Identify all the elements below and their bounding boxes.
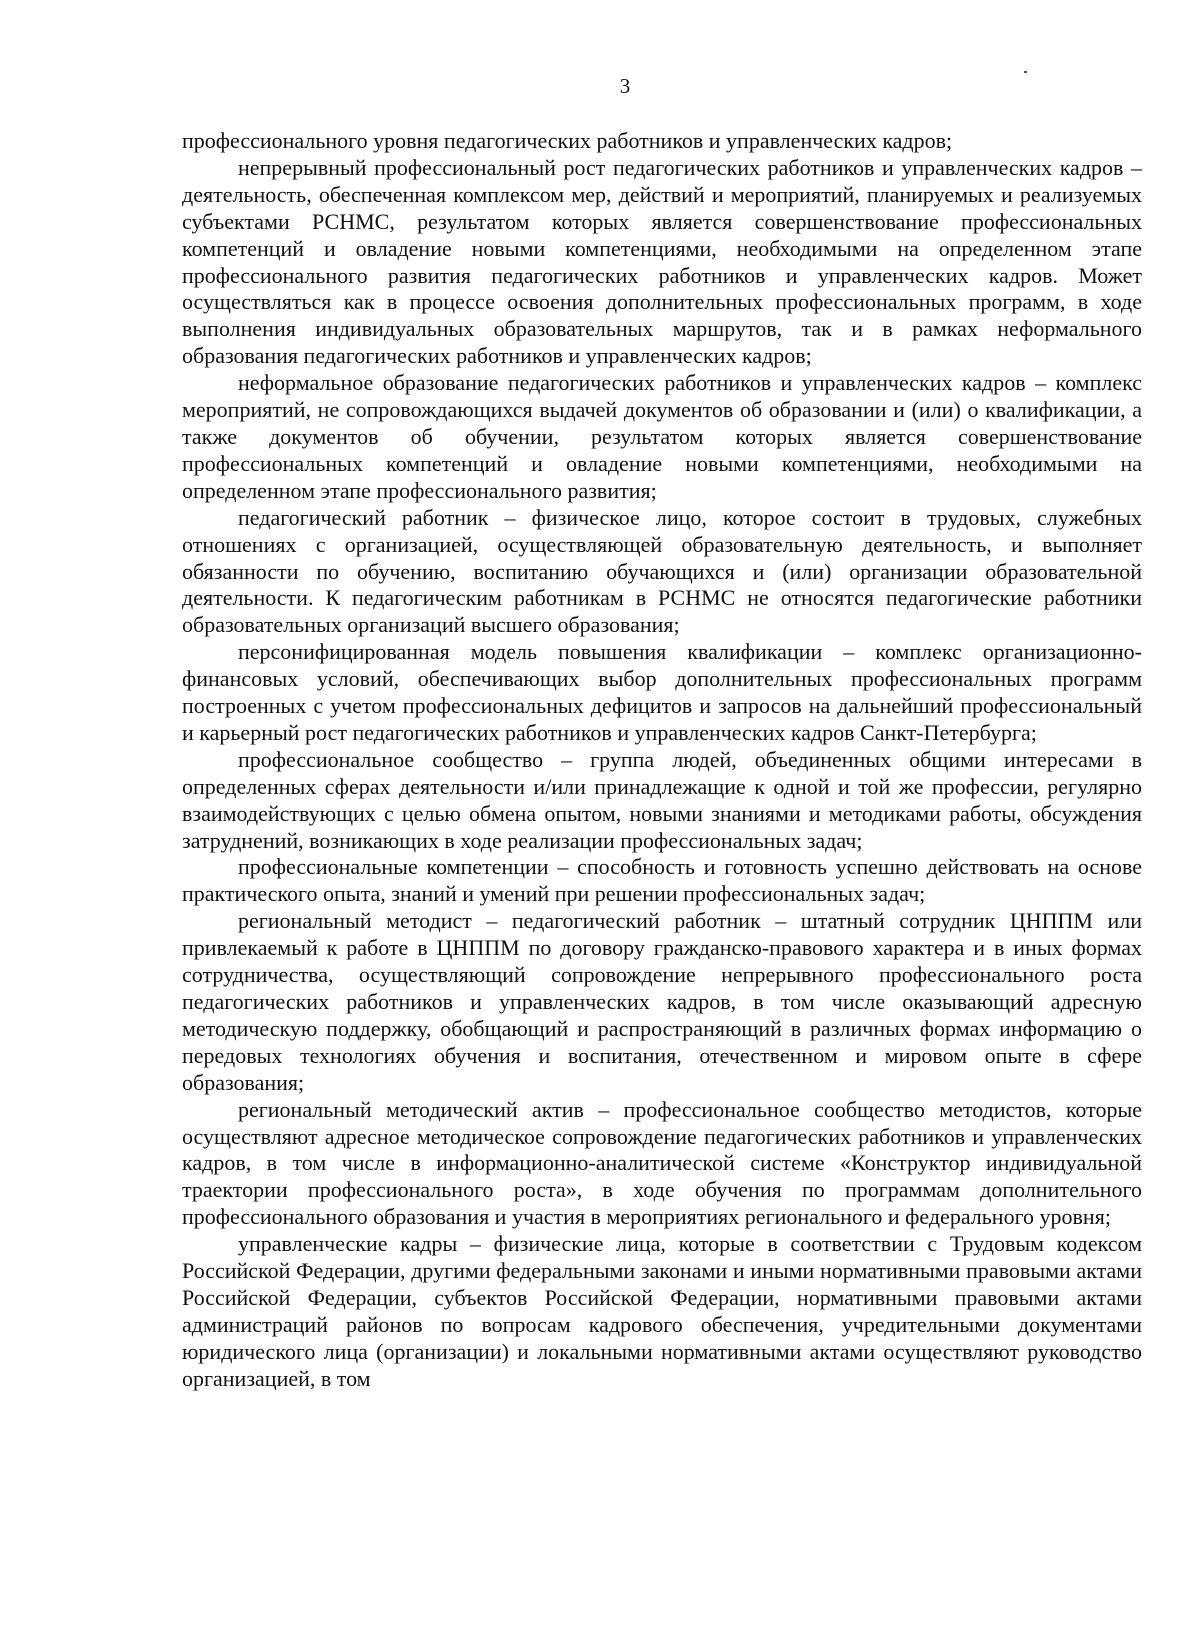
paragraph-professional-community: профессиональное сообщество – группа людей, объединенных общими интересами в определенных сферах деятельности и/или принадлежащие к одной и той же профессии, регулярно взаимодействующих с целью обмена опытом, новыми знаниями и методиками работы, обсуждения затруднений, возникающих в ходе реализации профессиональных задач; (182, 746, 1142, 853)
paragraph-professional-competencies: профессиональные компетенции – способность и готовность успешно действовать на основе практического опыта, знаний и умений при решении профессиональных задач; (182, 854, 1142, 907)
document-body (182, 128, 1142, 1393)
paragraph-continuation: профессионального уровня педагогических работников и управленческих кадров; (182, 128, 953, 153)
paragraph-management-personnel: управленческие кадры – физические лица, которые в соответствии с Трудовым кодексом Российской Федерации, другими федеральными законами и иными нормативными правовыми актами Российской Федерации, субъектов Российской Федерации, нормативными правовыми актами администраций районов по вопросам кадрового обеспечения, учредительными документами юридического лица (организации) и локальными нормативными актами осуществляют руководство организацией, в том (182, 1231, 1142, 1391)
paragraph-personalized-model: персонифицированная модель повышения квалификации – комплекс организационно-финансовых условий, обеспечивающих выбор дополнительных профессиональных программ построенных с учетом профессиональных дефицитов и запросов на дальнейший профессиональный и карьерный рост педагогических работников и управленческих кадров Санкт-Петербурга; (182, 639, 1142, 745)
paragraph-regional-methodologist: региональный методист – педагогический работник – штатный сотрудник ЦНППМ или привлекаемый к работе в ЦНППМ по договору гражданско-правового характера и в иных формах сотрудничества, осуществляющий сопровождение непрерывного профессионального роста педагогических работников и управленческих кадров, в том числе оказывающий адресную методическую поддержку, обобщающий и распространяющий в различных формах информацию о передовых технологиях обучения и воспитания, отечественном и мировом опыте в сфере образования; (182, 908, 1142, 1095)
paragraph-regional-methodological-asset: региональный методический актив – профессиональное сообщество методистов, которые осуществляют адресное методическое сопровождение педагогических работников и управленческих кадров, в том числе в информационно-аналитической системе «Конструктор индивидуальной траектории профессионального роста», в ходе обучения по программам дополнительного профессионального образования и участия в мероприятиях регионального и федерального уровня; (182, 1096, 1142, 1230)
page-number: 3 (619, 74, 631, 98)
paragraph-informal-education: неформальное образование педагогических работников и управленческих кадров – комплекс мероприятий, не сопровождающихся выдачей документов об образовании и (или) о квалификации, а также документов об обучении, результатом которых является совершенствование профессиональных компетенций и овладение новыми компетенциями, необходимыми на определенном этапе профессионального развития; (182, 370, 1142, 503)
paragraph-pedagogical-worker: педагогический работник – физическое лицо, которое состоит в трудовых, служебных отношениях с организацией, осуществляющей образовательную деятельность, и выполняет обязанности по обучению, воспитанию обучающихся и (или) организации образовательной деятельности. К педагогическим работникам в РСНМС не относятся педагогические работники образовательных организаций высшего образования; (182, 504, 1142, 638)
scan-speck (1024, 71, 1027, 73)
paragraph-continuous-professional-growth: непрерывный профессиональный рост педагогических работников и управленческих кадров – деятельность, обеспеченная комплексом мер, действий и мероприятий, планируемых и реализуемых субъектами РСНМС, результатом которых является совершенствование профессиональных компетенций и овладение новыми компетенциями, необходимыми на определенном этапе профессионального развития педагогических работников и управленческих кадров. Может осуществляться как в процессе освоения дополнительных профессиональных программ, в ходе выполнения индивидуальных образовательных маршрутов, так и в рамках неформального образования педагогических работников и управленческих кадров; (182, 154, 1142, 369)
